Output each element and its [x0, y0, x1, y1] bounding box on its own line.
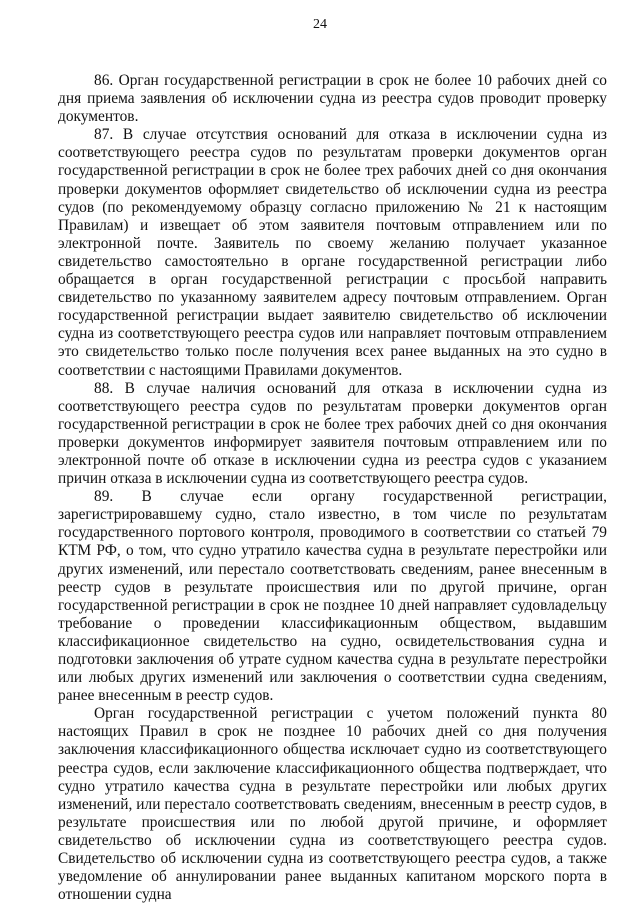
paragraph-86: 86. Орган государственной регистрации в срок не более 10 рабочих дней со дня приема заявления об исключении судна из реестра судов проводит проверку документов. — [58, 72, 607, 126]
page-number: 24 — [313, 17, 327, 32]
paragraph-89-continuation: Орган государственной регистрации с учетом положений пункта 80 настоящих Правил в срок не позднее 10 рабочих дней со дня получения заключения классификационного общества исключает судно из соответствующего реестра судов, если заключение классификационного общества подтверждает, что судно утратило качества судна в результате перестройки или любых других изменений, или перестало соответствовать сведениям, внесенным в реестр судов, в результате происшествия или по любой другой причине, и оформляет свидетельство об исключении судна из соответствующего реестра судов. Свидетельство об исключении судна из соответствующего реестра судов, а также уведомление об аннулировании ранее выданных капитаном морского порта в отношении судна — [58, 705, 607, 904]
paragraph-89: 89. В случае если органу государственной регистрации, зарегистрировавшему судно, стало известно, в том числе по результатам государственного портового контроля, проводимого в соответствии со статьей 79 КТМ РФ, о том, что судно утратило качества судна в результате перестройки или других изменений, или перестало соответствовать сведениям, ранее внесенным в реестр судов в результате происшествия или по другой причине, орган государственной регистрации в срок не позднее 10 дней направляет судовладельцу требование о проведении классификационным обществом, выдавшим классификационное свидетельство на судно, освидетельствования судна и подготовки заключения об утрате судном качества судна в результате перестройки или любых других изменений или заключения о соответствии судна сведениям, ранее внесенным в реестр судов. — [58, 488, 607, 705]
paragraph-87: 87. В случае отсутствия оснований для отказа в исключении судна из соответствующего реестра судов по результатам проверки документов орган государственной регистрации в срок не более трех рабочих дней со дня окончания проверки документов оформляет свидетельство об исключении судна из реестра судов (по рекомендуемому образцу согласно приложению № 21 к настоящим Правилам) и извещает об этом заявителя почтовым отправлением или по электронной почте. Заявитель по своему желанию получает указанное свидетельство самостоятельно в органе государственной регистрации либо обращается в орган государственной регистрации с просьбой направить свидетельство по указанному заявителем адресу почтовым отправлением. Орган государственной регистрации выдает заявителю свидетельство об исключении судна из соответствующего реестра судов или направляет почтовым отправлением это свидетельство только после получения всех ранее выданных на это судно в соответствии с настоящими Правилами документов. — [58, 126, 607, 379]
document-body — [58, 72, 607, 904]
paragraph-88: 88. В случае наличия оснований для отказа в исключении судна из соответствующего реестра судов по результатам проверки документов орган государственной регистрации в срок не более трех рабочих дней со дня окончания проверки документов информирует заявителя почтовым отправлением или по электронной почте об отказе в исключении судна из реестра судов с указанием причин отказа в исключении судна из соответствующего реестра судов. — [58, 379, 607, 488]
